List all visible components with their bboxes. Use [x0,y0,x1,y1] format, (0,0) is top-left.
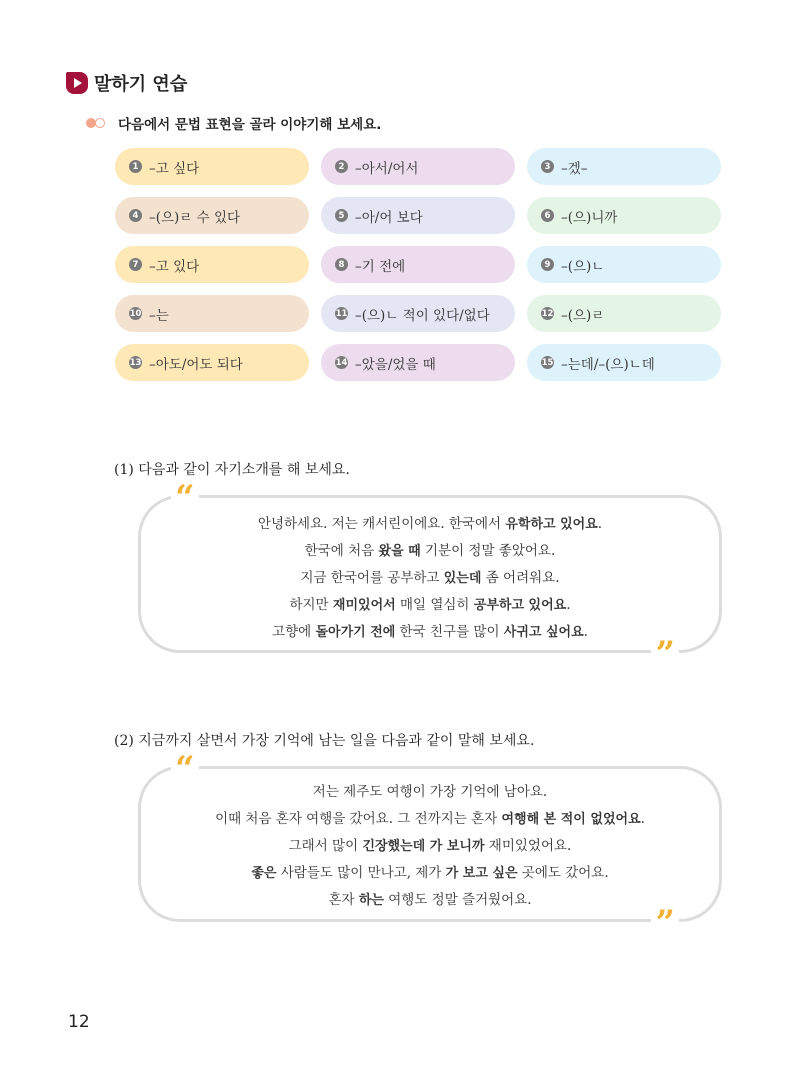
grammar-text: –고 싶다 [149,160,200,177]
number-badge-icon: 13 [129,357,142,368]
number-badge-icon: 15 [541,357,554,368]
text-segment: . [566,597,571,613]
example-line [141,806,719,833]
grammar-highlight: 재미있어서 [332,598,396,613]
grammar-text: –(으)ㄹ 수 있다 [149,209,241,226]
grammar-text: –는데/–(으)ㄴ데 [561,356,655,373]
text-segment: 재미있었어요. [484,838,572,854]
text-segment: 고향에 [272,624,316,640]
play-badge-icon [66,72,88,94]
text-segment: 혼자 [328,892,359,908]
number-badge-icon: 14 [335,357,348,368]
close-quote-icon: ” [651,913,679,929]
grammar-text: –아서/어서 [355,160,419,177]
grammar-text: –고 있다 [149,258,200,275]
grammar-pill [115,344,309,381]
example-line [141,860,719,887]
text-segment: 여행도 정말 즐거웠어요. [383,892,532,908]
grammar-pill [321,344,515,381]
text-segment: . [597,516,603,532]
grammar-highlight: 가 보고 싶은 [445,866,518,881]
text-segment: . [583,624,588,640]
example-line [141,511,719,538]
number-badge-icon: 7 [129,258,142,271]
number-badge-icon: 10 [129,308,142,319]
text-segment: 사람들도 많이 만나고, 제가 [276,865,446,881]
speech-bubble-2 [138,749,722,943]
example-line [141,565,719,592]
grammar-highlight: 왔을 때 [378,544,421,559]
grammar-text: –는 [149,307,169,324]
speech-bubble-1 [138,478,722,674]
grammar-pill [527,344,721,381]
number-badge-icon: 2 [335,160,348,173]
text-segment: 하지만 [289,597,333,613]
bullet-dots-icon [86,117,108,129]
number-badge-icon: 5 [335,209,348,222]
example-line [141,538,719,565]
number-badge-icon: 12 [541,308,554,319]
grammar-highlight: 긴장했는데 가 보니까 [362,839,485,854]
close-quote-icon: ” [651,644,679,660]
text-segment: 매일 열심히 [395,597,474,613]
grammar-text: –았을/었을 때 [355,356,436,373]
question-1-label: (1) 다음과 같이 자기소개를 해 보세요. [114,462,350,478]
grammar-highlight: 좋은 [251,866,277,881]
grammar-pill [115,295,309,332]
number-badge-icon: 6 [541,209,554,222]
grammar-pill [321,197,515,234]
section-title: 말하기 연습 [94,74,188,95]
grammar-highlight: 공부하고 있어요 [473,598,567,613]
page-number: 12 [68,1012,90,1032]
number-badge-icon: 4 [129,209,142,222]
grammar-text: –겠– [561,160,588,177]
open-quote-icon: “ [171,488,199,504]
text-segment: 한국에 처음 [304,543,379,559]
text-segment: 지금 한국어를 공부하고 [300,570,444,586]
grammar-pill [527,246,721,283]
example-text-1 [141,511,719,646]
grammar-text: –아도/어도 되다 [149,356,243,373]
section-header [66,70,187,96]
text-segment: 좀 어려워요. [481,570,560,586]
grammar-pill [527,197,721,234]
text-segment: 곳에도 갔어요. [517,865,609,881]
grammar-highlight: 하는 [358,893,384,908]
grammar-text: –(으)ㄴ [561,258,605,275]
grammar-text: –(으)ㄴ 적이 있다/없다 [355,307,490,324]
example-line [141,779,719,806]
grammar-pill [115,148,309,185]
grammar-pill [321,295,515,332]
example-text-2 [141,779,719,914]
grammar-pill [527,295,721,332]
example-line [141,833,719,860]
number-badge-icon: 9 [541,258,554,271]
example-line [141,619,719,646]
instruction [86,113,381,133]
grammar-highlight: 사귀고 싶어요 [503,625,584,640]
text-segment: 한국 친구를 많이 [395,624,504,640]
grammar-text: –(으)니까 [561,209,618,226]
grammar-highlight: 여행해 본 적이 없었어요 [501,812,641,827]
example-line [141,887,719,914]
grammar-pill [321,148,515,185]
grammar-grid [115,148,721,381]
grammar-text: –기 전에 [355,258,406,275]
grammar-pill [115,197,309,234]
text-segment: 그래서 많이 [288,838,363,854]
text-segment: 이때 처음 혼자 여행을 갔어요. 그 전까지는 혼자 [215,811,502,827]
text-segment: 기분이 정말 좋았어요. [420,543,556,559]
grammar-pill [527,148,721,185]
text-segment: . [640,811,645,827]
instruction-text: 다음에서 문법 표현을 골라 이야기해 보세요. [118,117,382,133]
number-badge-icon: 8 [335,258,348,271]
number-badge-icon: 11 [335,308,348,319]
grammar-pill [115,246,309,283]
example-line [141,592,719,619]
text-segment: 안녕하세요. 저는 캐서린이에요. 한국에서 [257,516,506,532]
grammar-highlight: 돌아가기 전에 [315,625,396,640]
number-badge-icon: 1 [129,160,142,173]
text-segment: 저는 제주도 여행이 가장 기억에 남아요. [312,784,548,800]
grammar-pill [321,246,515,283]
grammar-highlight: 유학하고 있어요 [505,517,598,532]
grammar-highlight: 있는데 [443,571,482,586]
open-quote-icon: “ [171,759,199,775]
grammar-text: –(으)ㄹ [561,307,605,324]
question-2-label: (2) 지금까지 살면서 가장 기억에 남는 일을 다음과 같이 말해 보세요. [114,733,535,749]
grammar-text: –아/어 보다 [355,209,423,226]
number-badge-icon: 3 [541,160,554,173]
